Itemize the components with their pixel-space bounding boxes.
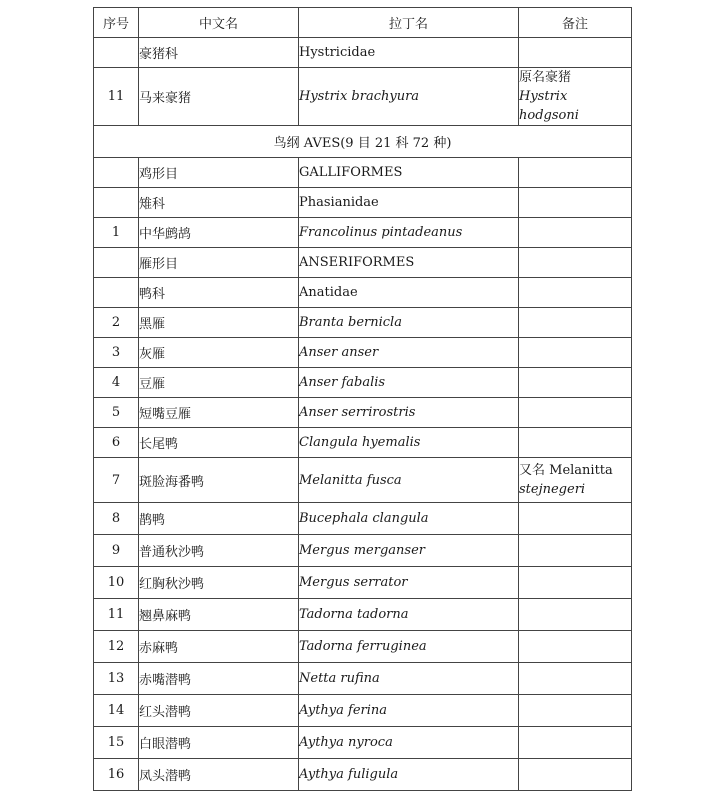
chinese-name: 赤麻鸭 xyxy=(139,631,299,663)
table-row xyxy=(94,398,632,428)
class-header: 鸟纲 AVES(9 目 21 科 72 种) xyxy=(94,126,632,158)
table-row xyxy=(94,278,632,308)
note xyxy=(519,398,632,428)
latin-name: Anser fabalis xyxy=(299,368,519,398)
latin-name: Anser anser xyxy=(299,338,519,368)
table-header-row xyxy=(94,8,632,38)
chinese-name: 黑雁 xyxy=(139,308,299,338)
row-no: 11 xyxy=(94,68,139,126)
table-row xyxy=(94,535,632,567)
note xyxy=(519,727,632,759)
class-header-row xyxy=(94,126,632,158)
chinese-name: 赤嘴潜鸭 xyxy=(139,663,299,695)
table-row xyxy=(94,308,632,338)
note-line: 又名 Melanitta xyxy=(519,463,613,478)
note xyxy=(519,38,632,68)
table-row xyxy=(94,338,632,368)
chinese-name: 雁形目 xyxy=(139,248,299,278)
latin-name: GALLIFORMES xyxy=(299,158,519,188)
note-line: stejnegeri xyxy=(519,482,586,497)
latin-name: Branta bernicla xyxy=(299,308,519,338)
table-row xyxy=(94,218,632,248)
table-row xyxy=(94,695,632,727)
note xyxy=(519,567,632,599)
latin-name: Anatidae xyxy=(299,278,519,308)
note xyxy=(519,458,632,503)
row-no: 13 xyxy=(94,663,139,695)
table-row xyxy=(94,248,632,278)
latin-name: Tadorna tadorna xyxy=(299,599,519,631)
table-row xyxy=(94,458,632,503)
table-row xyxy=(94,68,632,126)
chinese-name: 普通秋沙鸭 xyxy=(139,535,299,567)
header-chinese-name: 中文名 xyxy=(139,8,299,38)
row-no xyxy=(94,278,139,308)
latin-name: ANSERIFORMES xyxy=(299,248,519,278)
chinese-name: 鸭科 xyxy=(139,278,299,308)
row-no: 16 xyxy=(94,759,139,791)
table-row xyxy=(94,631,632,663)
note-line: 原名豪猪 xyxy=(519,70,572,85)
table-row xyxy=(94,567,632,599)
chinese-name: 白眼潜鸭 xyxy=(139,727,299,759)
row-no: 9 xyxy=(94,535,139,567)
row-no xyxy=(94,158,139,188)
note xyxy=(519,218,632,248)
header-note: 备注 xyxy=(519,8,632,38)
note xyxy=(519,158,632,188)
row-no: 11 xyxy=(94,599,139,631)
row-no: 2 xyxy=(94,308,139,338)
chinese-name: 灰雁 xyxy=(139,338,299,368)
chinese-name: 长尾鸭 xyxy=(139,428,299,458)
note xyxy=(519,663,632,695)
note xyxy=(519,188,632,218)
latin-name: Aythya fuligula xyxy=(299,759,519,791)
note xyxy=(519,599,632,631)
table-row xyxy=(94,38,632,68)
latin-name: Bucephala clangula xyxy=(299,503,519,535)
row-no: 5 xyxy=(94,398,139,428)
latin-name: Francolinus pintadeanus xyxy=(299,218,519,248)
table-row xyxy=(94,759,632,791)
latin-name: Hystrix brachyura xyxy=(299,68,519,126)
chinese-name: 短嘴豆雁 xyxy=(139,398,299,428)
row-no: 12 xyxy=(94,631,139,663)
table-row xyxy=(94,727,632,759)
chinese-name: 鸡形目 xyxy=(139,158,299,188)
table-row xyxy=(94,188,632,218)
latin-name: Mergus merganser xyxy=(299,535,519,567)
row-no: 4 xyxy=(94,368,139,398)
note xyxy=(519,695,632,727)
note xyxy=(519,68,632,126)
table-row xyxy=(94,428,632,458)
latin-name: Anser serrirostris xyxy=(299,398,519,428)
row-no xyxy=(94,188,139,218)
chinese-name: 豆雁 xyxy=(139,368,299,398)
note xyxy=(519,338,632,368)
latin-name: Aythya nyroca xyxy=(299,727,519,759)
table-row xyxy=(94,368,632,398)
note xyxy=(519,278,632,308)
chinese-name: 鹊鸭 xyxy=(139,503,299,535)
latin-name: Clangula hyemalis xyxy=(299,428,519,458)
latin-name: Netta rufina xyxy=(299,663,519,695)
chinese-name: 斑脸海番鸭 xyxy=(139,458,299,503)
note xyxy=(519,503,632,535)
latin-name: Hystricidae xyxy=(299,38,519,68)
row-no xyxy=(94,248,139,278)
table-row xyxy=(94,599,632,631)
table-row xyxy=(94,663,632,695)
row-no: 8 xyxy=(94,503,139,535)
note xyxy=(519,368,632,398)
note xyxy=(519,308,632,338)
table-row xyxy=(94,158,632,188)
note xyxy=(519,759,632,791)
note xyxy=(519,248,632,278)
row-no: 3 xyxy=(94,338,139,368)
chinese-name: 凤头潜鸭 xyxy=(139,759,299,791)
chinese-name: 翘鼻麻鸭 xyxy=(139,599,299,631)
row-no: 10 xyxy=(94,567,139,599)
chinese-name: 马来豪猪 xyxy=(139,68,299,126)
chinese-name: 红胸秋沙鸭 xyxy=(139,567,299,599)
note-line: Hystrix hodgsoni xyxy=(519,89,579,123)
row-no: 7 xyxy=(94,458,139,503)
row-no: 1 xyxy=(94,218,139,248)
latin-name: Melanitta fusca xyxy=(299,458,519,503)
species-table xyxy=(93,7,632,791)
note xyxy=(519,428,632,458)
table-row xyxy=(94,503,632,535)
latin-name: Phasianidae xyxy=(299,188,519,218)
note xyxy=(519,631,632,663)
row-no: 14 xyxy=(94,695,139,727)
row-no xyxy=(94,38,139,68)
header-no: 序号 xyxy=(94,8,139,38)
header-latin-name: 拉丁名 xyxy=(299,8,519,38)
chinese-name: 红头潜鸭 xyxy=(139,695,299,727)
chinese-name: 中华鹧鸪 xyxy=(139,218,299,248)
chinese-name: 豪猪科 xyxy=(139,38,299,68)
latin-name: Aythya ferina xyxy=(299,695,519,727)
latin-name: Mergus serrator xyxy=(299,567,519,599)
note xyxy=(519,535,632,567)
latin-name: Tadorna ferruginea xyxy=(299,631,519,663)
chinese-name: 雉科 xyxy=(139,188,299,218)
row-no: 6 xyxy=(94,428,139,458)
row-no: 15 xyxy=(94,727,139,759)
